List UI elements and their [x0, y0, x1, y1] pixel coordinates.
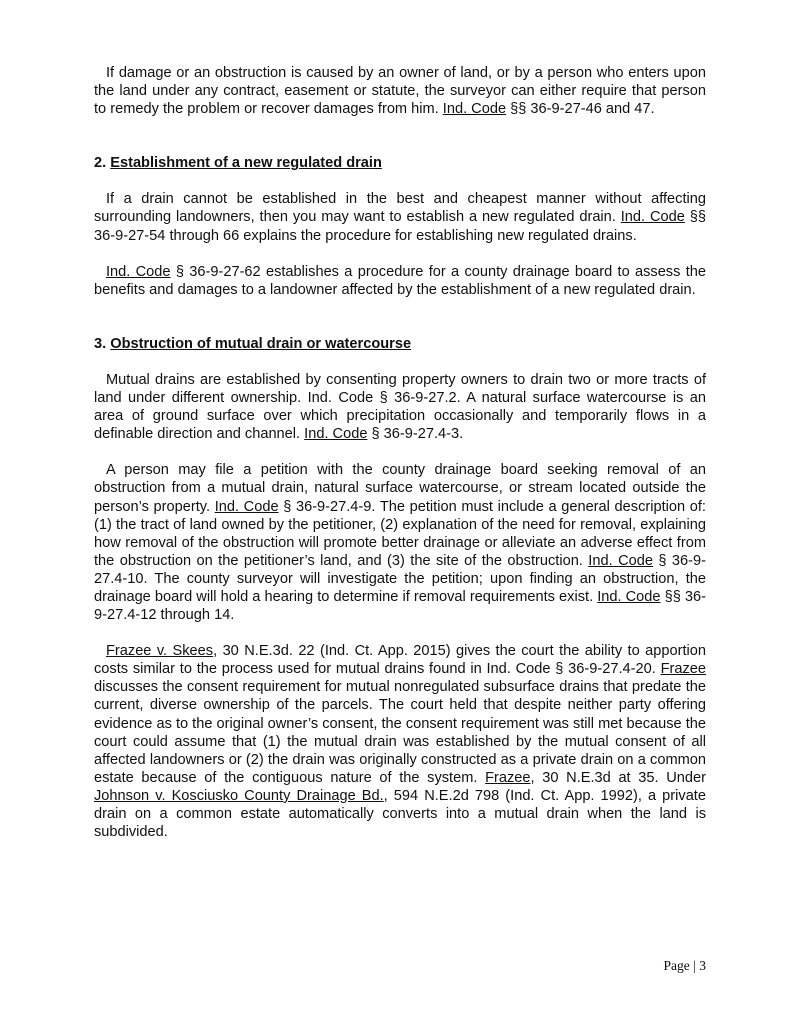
- paragraph-text: § 36-9-27-62 establishes a procedure for a county drainage board to assess the benefits and damages to a landowner affected by the establishment of a new regulated drain.: [94, 263, 706, 298]
- paragraph-new-regulated-drain: [94, 190, 706, 244]
- case-citation: Johnson v. Kosciusko County Drainage Bd.: [94, 787, 384, 804]
- page-number: Page | 3: [663, 958, 706, 973]
- paragraph-frazee-case: [94, 642, 706, 841]
- paragraph-text: , 30 N.E.3d. 22 (Ind. Ct. App. 2015) gives the court the ability to apportion costs similar to the process used for mutual drains found in Ind. Code § 36-9-27.4-20.: [94, 643, 706, 678]
- paragraph-text: , 30 N.E.3d at 35. Under: [530, 769, 706, 786]
- citation-ind-code: Ind. Code: [442, 101, 507, 118]
- paragraph-text: If damage or an obstruction is caused by an owner of land, or by a person who enters upon the land under any contract, easement or statute, the surveyor can either require that person to remedy the problem or recover damages from him.: [94, 65, 706, 118]
- citation-ind-code: Ind. Code: [304, 426, 368, 443]
- citation-ind-code: Ind. Code: [620, 209, 685, 226]
- case-citation: Frazee v. Skees: [106, 643, 214, 660]
- paragraph-text: , 594 N.E.2d 798 (Ind. Ct. App. 1992), a private drain on a common estate automatically converts into a mutual drain when the land is subdivided.: [94, 787, 706, 841]
- paragraph-mutual-drains: [94, 371, 706, 443]
- citation-ind-code: Ind. Code: [597, 588, 661, 605]
- citation-ind-code: Ind. Code: [588, 552, 653, 569]
- section-number: 3.: [94, 335, 111, 352]
- document-body: [94, 64, 706, 841]
- paragraph-assessment-procedure: [94, 263, 706, 299]
- paragraph-text: § 36-9-27.4-3.: [367, 426, 464, 443]
- paragraph-text: Mutual drains are established by consenting property owners to drain two or more tracts of land under different ownership. Ind. Code § 36-9-27.2. A natural surface watercourse is an area of ground surface over which precipitation occasionally and temporarily flows in a definable direction and channel.: [94, 371, 706, 443]
- case-citation: Frazee: [660, 661, 706, 678]
- paragraph-text: §§ 36-9-27.4-12 through 14.: [94, 588, 706, 624]
- paragraph-text: §§ 36-9-27-54 through 66 explains the procedure for establishing new regulated drains.: [94, 209, 706, 244]
- paragraph-text: discusses the consent requirement for mutual nonregulated subsurface drains that predate the current, diverse ownership of the parcels. The court held that despite neither party offering evidence as to the original owner’s consent, the consent requirement was still met because the court could assume that (1) the mutual drain was established by the mutual consent of all affected landowners or (2) the drain was originally constructed as a private drain on a common estate because of the contiguous nature of the system.: [94, 679, 706, 786]
- paragraph-damage-obstruction: [94, 64, 706, 118]
- paragraph-petition: [94, 461, 706, 624]
- paragraph-text: §§ 36-9-27-46 and 47.: [506, 101, 655, 118]
- case-citation: Frazee: [485, 769, 531, 786]
- citation-ind-code: Ind. Code: [106, 263, 171, 280]
- paragraph-text: § 36-9-27.4-9. The petition must include a general description of: (1) the tract of land owned by the petitioner, (2) explanation of the need for removal, explaining how removal of the obstruction will promote better drainage or alleviate an adverse effect from the obstruction on the petitioner’s land, and (3) the site of the obstruction.: [94, 498, 706, 569]
- section-title: Obstruction of mutual drain or watercourse: [110, 335, 412, 352]
- section-number: 2.: [94, 155, 111, 172]
- paragraph-text: § 36-9-27.4-10. The county surveyor will investigate the petition; upon finding an obstruction, the drainage board will hold a hearing to determine if removal requirements exist.: [94, 552, 706, 605]
- paragraph-text: If a drain cannot be established in the best and cheapest manner without affecting surrounding landowners, then you may want to establish a new regulated drain.: [94, 191, 706, 226]
- section-heading-3: [94, 335, 706, 353]
- paragraph-text: A person may file a petition with the county drainage board seeking removal of an obstruction from a mutual drain, natural surface watercourse, or stream located outside the person’s property.: [94, 462, 706, 515]
- citation-ind-code: Ind. Code: [214, 498, 279, 515]
- section-title: Establishment of a new regulated drain: [110, 155, 382, 172]
- section-heading-2: [94, 154, 706, 172]
